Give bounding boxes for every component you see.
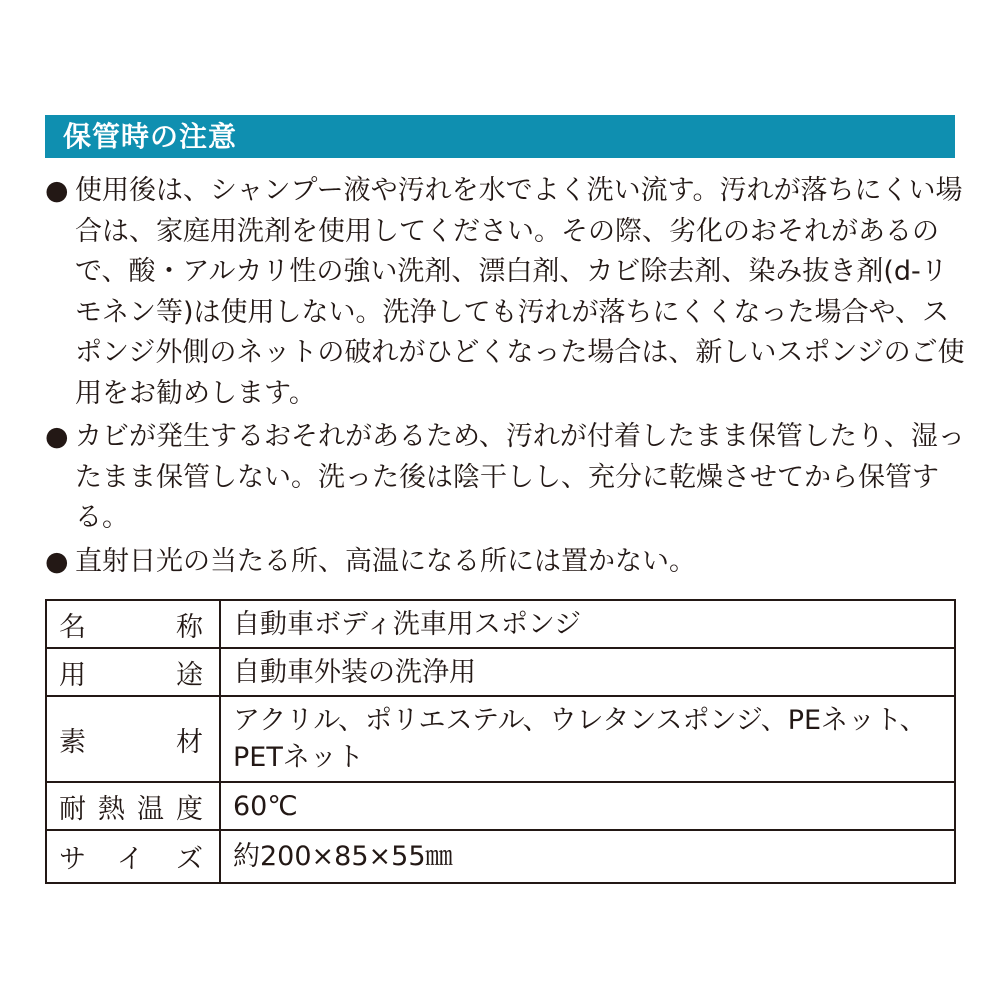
care-note-text: カビが発生するおそれがあるため、汚れが付着したまま保管したり、湿ったまま保管しない。洗った後は陰干しし、充分に乾燥させてから保管する。 [75,421,965,533]
care-note [45,417,965,539]
spec-label-use: 用途 [46,648,220,696]
section-title: 保管時の注意 [45,115,955,158]
bullet-icon: ● [45,545,69,577]
spec-table [45,599,956,884]
spec-value-material: アクリル、ポリエステル、ウレタンスポンジ、PEネット、PETネット [220,696,955,782]
spec-value-name: 自動車ボディ洗車用スポンジ [220,600,955,648]
table-row [46,648,955,696]
care-note [45,542,965,583]
care-note [45,171,965,414]
bullet-icon: ● [45,175,69,206]
spec-value-use: 自動車外装の洗浄用 [220,648,955,696]
table-row [46,782,955,830]
care-note-text: 使用後は、シャンプー液や汚れを水でよく洗い流す。汚れが落ちにくい場合は、家庭用洗剤を使用してください。その際、劣化のおそれがあるので、酸・アルカリ性の強い洗剤、漂白剤、カビ除去剤、染み抜き剤(d-リモネン等)は使用しない。洗浄しても汚れが落ちにくくなった場合や、スポンジ外側のネットの破れがひどくなった場合は、新しいスポンジのご使用をお勧めします。 [75,175,965,409]
spec-value-size: 約200×85×55㎜ [220,830,955,883]
table-row [46,696,955,782]
spec-value-heat-resistance: 60℃ [220,782,955,830]
spec-label-name: 名称 [46,600,220,648]
table-row [46,600,955,648]
bullet-icon: ● [45,421,69,452]
care-notes-list [45,171,965,585]
spec-label-material: 素材 [46,696,220,782]
spec-label-heat-resistance: 耐熱温度 [46,782,220,830]
table-row [46,830,955,883]
care-note-text: 直射日光の当たる所、高温になる所には置かない。 [75,545,696,577]
spec-label-size: サイズ [46,830,220,883]
